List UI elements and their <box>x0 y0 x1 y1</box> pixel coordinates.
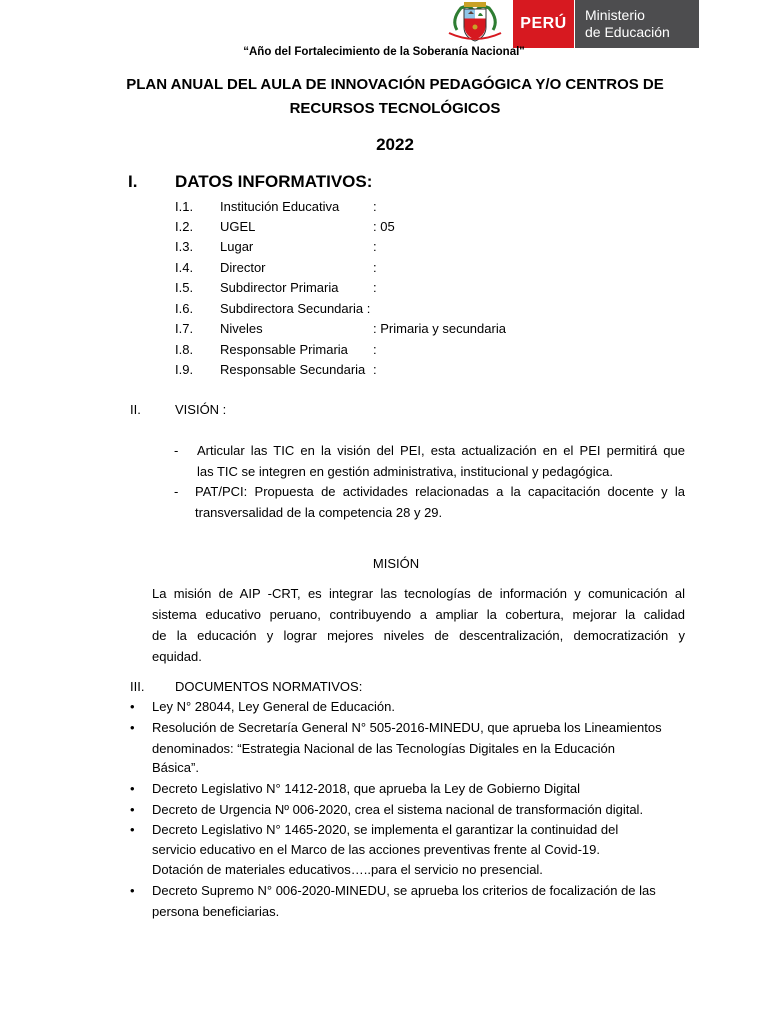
bullet: • <box>130 781 135 796</box>
field-number: I.5. <box>175 280 194 295</box>
list-item-line: persona beneficiarias. <box>152 904 280 919</box>
ministry-label <box>575 0 699 48</box>
list-item-line: servicio educativo en el Marco de las acciones preventivas frente al Covid-19. <box>152 842 601 857</box>
field-number: I.3. <box>175 239 194 254</box>
field-label: Subdirectora Secundaria : <box>220 301 371 316</box>
document-title-line-1: PLAN ANUAL DEL AULA DE INNOVACIÓN PEDAGÓGICA Y/O CENTROS DE <box>126 76 664 93</box>
field-label: Subdirector Primaria <box>220 280 339 295</box>
list-item-line: denominados: “Estrategia Nacional de las Tecnologías Digitales en la Educación <box>152 741 615 756</box>
list-item-line: Resolución de Secretaría General N° 505-2016-MINEDU, que aprueba los Lineamientos <box>152 720 662 735</box>
peru-label: PERÚ <box>513 0 574 48</box>
ministry-line-1: Ministerio <box>585 7 645 23</box>
peru-coat-of-arms-icon <box>437 0 513 48</box>
list-item-line: Ley N° 28044, Ley General de Educación. <box>152 699 395 714</box>
section-1-title: DATOS INFORMATIVOS: <box>175 172 373 191</box>
section-3-title: DOCUMENTOS NORMATIVOS: <box>175 679 363 694</box>
list-item-line: Decreto Legislativo N° 1465-2020, se implementa el garantizar la continuidad del <box>152 822 619 837</box>
field-label: Lugar <box>220 239 254 254</box>
mision-line: equidad. <box>152 649 202 664</box>
list-item-line: Decreto Legislativo N° 1412-2018, que aprueba la Ley de Gobierno Digital <box>152 781 580 796</box>
vision-item-line: transversalidad de la competencia 28 y 29. <box>195 505 443 520</box>
field-label: Niveles <box>220 321 263 336</box>
mision-title: MISIÓN <box>372 556 420 571</box>
field-value: : <box>373 239 377 254</box>
vision-item-line: las TIC se integren en gestión administrativa, institucional y pedagógica. <box>197 464 613 479</box>
document-title-line-2: RECURSOS TECNOLÓGICOS <box>289 100 501 117</box>
field-number: I.4. <box>175 260 194 275</box>
mision-line: La misión de AIP -CRT, es integrar las tecnologías de información y comunicación al <box>152 586 685 601</box>
section-2-title: VISIÓN : <box>175 402 227 417</box>
mision-line: de la educación y lograr mejores niveles de descentralización, democratización y <box>152 628 685 643</box>
list-item-line: Decreto Supremo N° 006-2020-MINEDU, se aprueba los criterios de focalización de las <box>152 883 656 898</box>
vision-item-line: PAT/PCI: Propuesta de actividades relacionadas a la capacitación docente y la <box>195 484 685 499</box>
bullet: • <box>130 883 135 898</box>
bullet: • <box>130 699 135 714</box>
field-number: I.1. <box>175 199 194 214</box>
field-value: : Primaria y secundaria <box>373 321 506 336</box>
field-value: : <box>373 342 377 357</box>
list-item-line: Básica”. <box>152 760 199 775</box>
field-value: : <box>373 362 377 377</box>
bullet: • <box>130 720 135 735</box>
vision-item-dash: - <box>174 484 179 499</box>
field-value: : <box>373 280 377 295</box>
field-number: I.6. <box>175 301 194 316</box>
field-label: UGEL <box>220 219 256 234</box>
bullet: • <box>130 822 135 837</box>
document-year: 2022 <box>376 135 414 154</box>
vision-item-line: Articular las TIC en la visión del PEI, esta actualización en el PEI permitirá que <box>197 443 685 458</box>
minedu-logo <box>437 0 699 48</box>
field-number: I.9. <box>175 362 194 377</box>
field-value: : <box>373 199 377 214</box>
field-number: I.8. <box>175 342 194 357</box>
section-2-number: II. <box>130 402 141 417</box>
field-label: Institución Educativa <box>220 199 340 214</box>
field-number: I.7. <box>175 321 194 336</box>
field-label: Responsable Primaria <box>220 342 348 357</box>
vision-item-dash: - <box>174 443 179 458</box>
field-value: : 05 <box>373 219 395 234</box>
field-label: Responsable Secundaria <box>220 362 366 377</box>
field-value: : <box>373 260 377 275</box>
motto: “Año del Fortalecimiento de la Soberanía Nacional" <box>243 46 525 58</box>
section-3-number: III. <box>130 679 145 694</box>
field-number: I.2. <box>175 219 194 234</box>
list-item-line: Decreto de Urgencia Nº 006-2020, crea el sistema nacional de transformación digital. <box>152 802 644 817</box>
section-1-number: I. <box>128 172 138 191</box>
mision-line: sistema educativo peruano, contribuyendo a ampliar la cobertura, mejorar la calidad <box>152 607 685 622</box>
field-label: Director <box>220 260 266 275</box>
bullet: • <box>130 802 135 817</box>
list-item-line: Dotación de materiales educativos…..para el servicio no presencial. <box>152 862 543 877</box>
ministry-line-2: de Educación <box>585 24 670 40</box>
